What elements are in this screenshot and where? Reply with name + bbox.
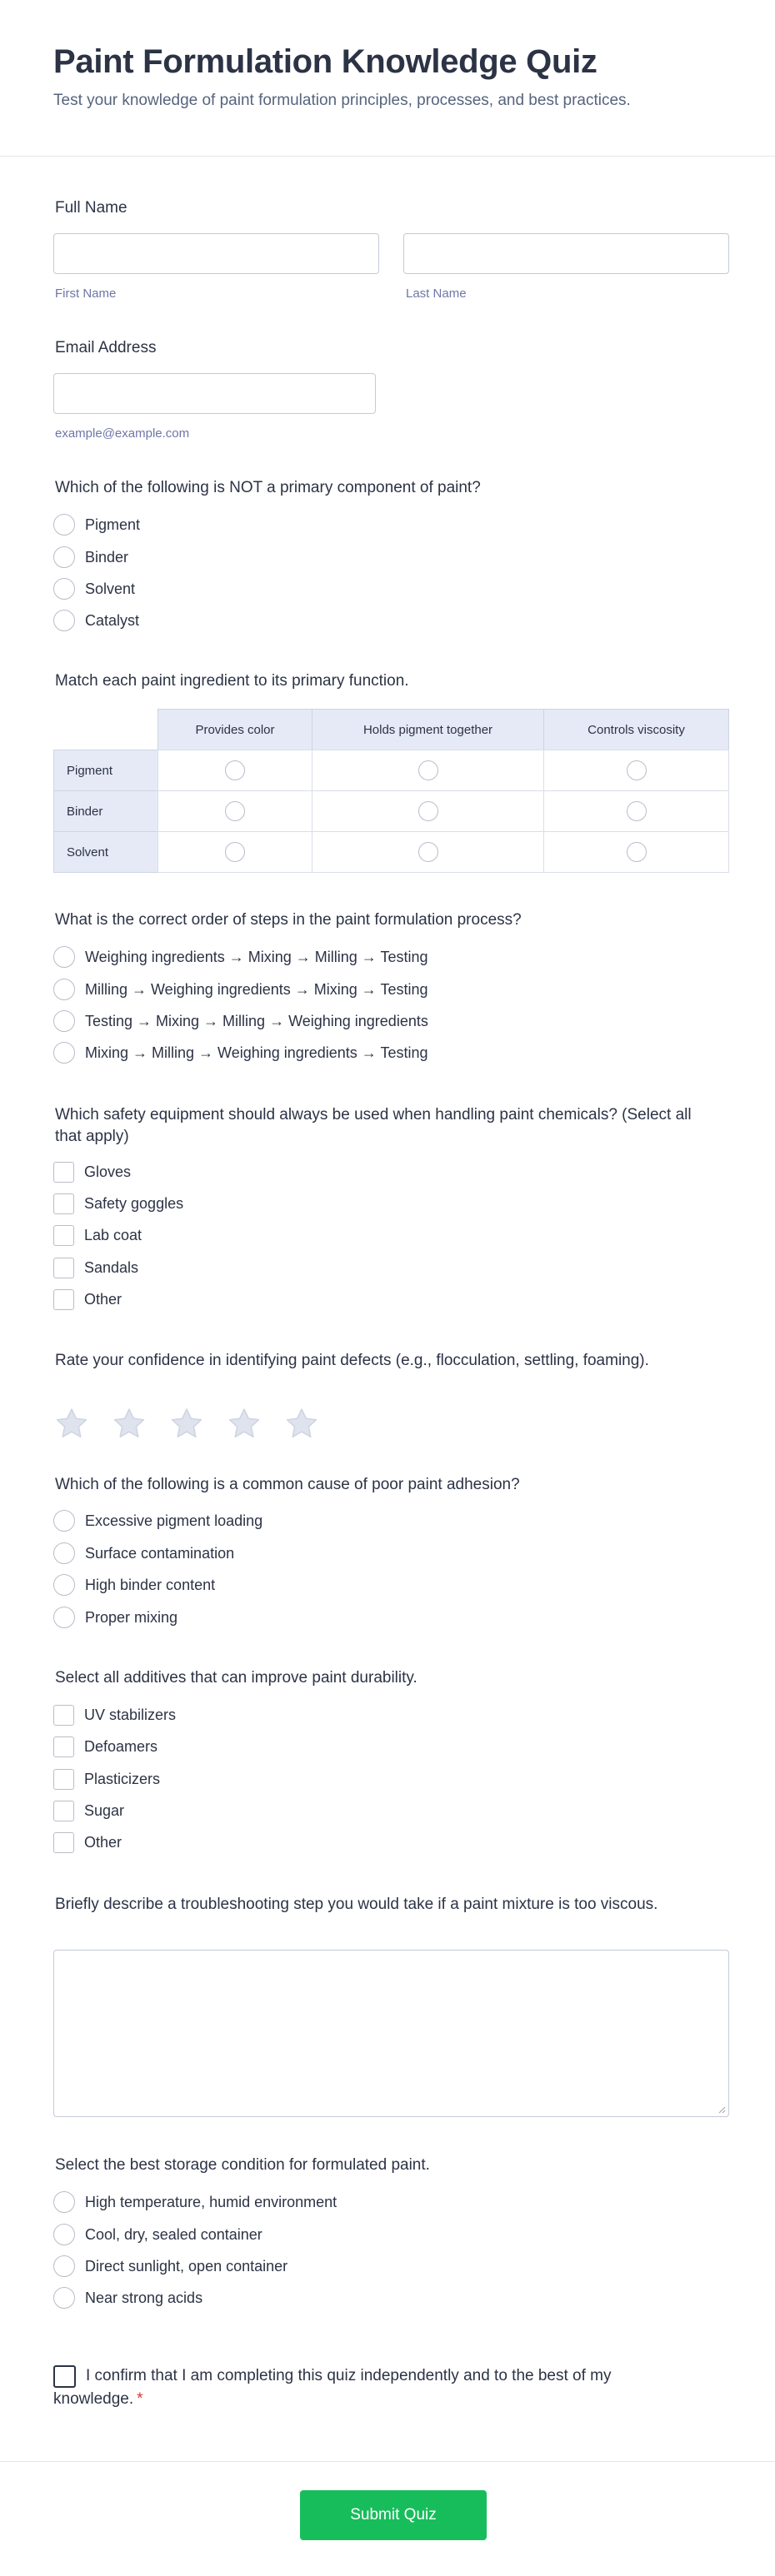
q9-option[interactable] — [53, 2286, 202, 2309]
q3-option[interactable] — [53, 1009, 428, 1033]
matrix-radio[interactable] — [225, 801, 245, 821]
matrix-column-header: Provides color — [158, 709, 312, 750]
option-label: Defoamers — [84, 1737, 158, 1755]
q1-option[interactable] — [53, 546, 128, 569]
checkbox[interactable] — [53, 1193, 74, 1214]
q2-label: Match each paint ingredient to its primary function. — [55, 672, 409, 690]
q6-option[interactable] — [53, 1509, 262, 1532]
matrix-radio[interactable] — [225, 760, 245, 780]
page-subtitle: Test your knowledge of paint formulation principles, processes, and best practices. — [53, 92, 631, 109]
matrix-column-header: Holds pigment together — [312, 709, 544, 750]
matrix-radio[interactable] — [225, 842, 245, 862]
email-label: Email Address — [55, 339, 157, 356]
q4-option[interactable] — [53, 1223, 142, 1247]
required-asterisk: * — [137, 2390, 143, 2408]
email-input[interactable] — [53, 373, 376, 414]
checkbox[interactable] — [53, 1162, 74, 1183]
option-label: Plasticizers — [84, 1770, 161, 1787]
q4-option[interactable] — [53, 1192, 183, 1215]
q9-option[interactable] — [53, 2255, 288, 2278]
option-label: Other — [84, 1290, 122, 1308]
matrix-row-header: Pigment — [53, 750, 158, 791]
q3-label: What is the correct order of steps in the paint formulation process? — [55, 911, 522, 929]
option-label: Milling → Weighing ingredients → Mixing → Testing — [85, 980, 428, 998]
star-icon[interactable] — [226, 1406, 262, 1442]
option-label: Catalyst — [85, 611, 140, 629]
radio-button[interactable] — [53, 2287, 75, 2309]
q3-option[interactable] — [53, 1041, 428, 1064]
q1-option[interactable] — [53, 609, 139, 632]
last-name-sublabel: Last Name — [406, 286, 467, 301]
radio-button[interactable] — [53, 1042, 75, 1064]
matrix-cell — [158, 790, 312, 832]
submit-button[interactable]: Submit Quiz — [300, 2490, 487, 2540]
radio-button[interactable] — [53, 514, 75, 536]
option-label: Direct sunlight, open container — [85, 2257, 288, 2275]
checkbox[interactable] — [53, 1258, 74, 1278]
q7-option[interactable] — [53, 1799, 124, 1822]
q1-option[interactable] — [53, 513, 140, 536]
option-label: High binder content — [85, 1576, 216, 1593]
email-sublabel: example@example.com — [55, 426, 190, 441]
option-label: Weighing ingredients → Mixing → Milling → Testing — [85, 948, 428, 965]
q7-option[interactable] — [53, 1831, 122, 1854]
star-icon[interactable] — [53, 1406, 90, 1442]
matrix-radio[interactable] — [418, 760, 438, 780]
radio-button[interactable] — [53, 1607, 75, 1628]
checkbox[interactable] — [53, 1225, 74, 1246]
q6-option[interactable] — [53, 1573, 215, 1597]
option-label: Pigment — [85, 516, 141, 533]
q5-label: Rate your confidence in identifying paint defects (e.g., flocculation, settling, foaming). — [55, 1352, 649, 1369]
q6-option[interactable] — [53, 1606, 178, 1629]
radio-button[interactable] — [53, 2191, 75, 2213]
option-label: UV stabilizers — [84, 1706, 177, 1723]
footer-divider — [0, 2461, 775, 2462]
option-label: Near strong acids — [85, 2289, 203, 2306]
option-label: Gloves — [84, 1163, 132, 1180]
option-label: Safety goggles — [84, 1194, 184, 1212]
option-label: Other — [84, 1833, 122, 1851]
q1-label: Which of the following is NOT a primary component of paint? — [55, 479, 481, 496]
radio-button[interactable] — [53, 1010, 75, 1032]
matrix-cell — [312, 750, 544, 791]
last-name-input[interactable] — [403, 233, 729, 274]
star-icon[interactable] — [111, 1406, 148, 1442]
matrix-radio[interactable] — [627, 842, 647, 862]
radio-button[interactable] — [53, 979, 75, 1000]
option-label: High temperature, humid environment — [85, 2193, 338, 2210]
matrix-table — [53, 709, 729, 874]
checkbox[interactable] — [53, 1801, 74, 1821]
radio-button[interactable] — [53, 1510, 75, 1532]
matrix-radio[interactable] — [627, 760, 647, 780]
radio-button[interactable] — [53, 578, 75, 600]
radio-button[interactable] — [53, 1542, 75, 1564]
option-label: Excessive pigment loading — [85, 1512, 263, 1529]
matrix-row-header: Solvent — [53, 831, 158, 873]
troubleshooting-textarea[interactable] — [53, 1950, 729, 2117]
matrix-cell — [312, 831, 544, 873]
q4-option[interactable] — [53, 1288, 122, 1311]
q9-option[interactable] — [53, 2223, 262, 2246]
q7-option[interactable] — [53, 1735, 158, 1758]
q8-label: Briefly describe a troubleshooting step you would take if a paint mixture is too viscous. — [55, 1896, 658, 1913]
matrix-cell — [158, 750, 312, 791]
option-label: Proper mixing — [85, 1608, 178, 1626]
q1-option[interactable] — [53, 577, 135, 600]
matrix-cell — [543, 831, 729, 873]
star-icon[interactable] — [283, 1406, 320, 1442]
q7-option[interactable] — [53, 1703, 176, 1726]
q7-option[interactable] — [53, 1767, 160, 1791]
form-header — [0, 0, 775, 157]
matrix-column-header: Controls viscosity — [543, 709, 729, 750]
q3-option[interactable] — [53, 945, 428, 969]
q4-option[interactable] — [53, 1160, 131, 1183]
q4-label: Which safety equipment should always be used when handling paint chemicals? (Select all that apply) — [55, 1106, 692, 1145]
q4-option[interactable] — [53, 1256, 138, 1279]
q7-label: Select all additives that can improve paint durability. — [55, 1669, 418, 1687]
radio-button[interactable] — [53, 1574, 75, 1596]
option-label: Surface contamination — [85, 1544, 235, 1562]
matrix-row-header: Binder — [53, 790, 158, 832]
matrix-radio[interactable] — [627, 801, 647, 821]
page-title: Paint Formulation Knowledge Quiz — [53, 43, 598, 80]
radio-button[interactable] — [53, 610, 75, 631]
option-label: Solvent — [85, 580, 136, 597]
star-icon[interactable] — [168, 1406, 205, 1442]
option-label: Cool, dry, sealed container — [85, 2225, 262, 2243]
full-name-label: Full Name — [55, 199, 128, 217]
q6-label: Which of the following is a common cause of poor paint adhesion? — [55, 1476, 520, 1493]
option-label: Testing → Mixing → Milling → Weighing ingredients — [85, 1012, 428, 1029]
option-label: Mixing → Milling → Weighing ingredients → Testing — [85, 1044, 428, 1061]
matrix-cell — [543, 750, 729, 791]
confirm-text: I confirm that I am completing this quiz independently and to the best of my knowledge. — [53, 2367, 612, 2408]
option-label: Lab coat — [84, 1226, 142, 1243]
resize-grip-icon[interactable] — [718, 2105, 726, 2114]
radio-button[interactable] — [53, 546, 75, 568]
option-label: Binder — [85, 548, 129, 566]
option-label: Sandals — [84, 1258, 139, 1276]
checkbox[interactable] — [53, 1769, 74, 1790]
checkbox[interactable] — [53, 1289, 74, 1310]
q9-label: Select the best storage condition for formulated paint. — [55, 2156, 430, 2174]
q9-option[interactable] — [53, 2190, 337, 2214]
matrix-cell — [158, 831, 312, 873]
radio-button[interactable] — [53, 946, 75, 968]
matrix-cell — [312, 790, 544, 832]
q6-option[interactable] — [53, 1542, 234, 1565]
first-name-input[interactable] — [53, 233, 379, 274]
radio-button[interactable] — [53, 2255, 75, 2277]
checkbox[interactable] — [53, 1832, 74, 1853]
option-label: Sugar — [84, 1801, 125, 1819]
checkbox[interactable] — [53, 1705, 74, 1726]
checkbox[interactable] — [53, 1736, 74, 1757]
radio-button[interactable] — [53, 2224, 75, 2245]
matrix-cell — [543, 790, 729, 832]
confirm-label — [53, 2364, 687, 2411]
first-name-sublabel: First Name — [55, 286, 117, 301]
q3-option[interactable] — [53, 978, 428, 1001]
matrix-radio[interactable] — [418, 842, 438, 862]
matrix-radio[interactable] — [418, 801, 438, 821]
star-rating — [53, 1406, 341, 1442]
